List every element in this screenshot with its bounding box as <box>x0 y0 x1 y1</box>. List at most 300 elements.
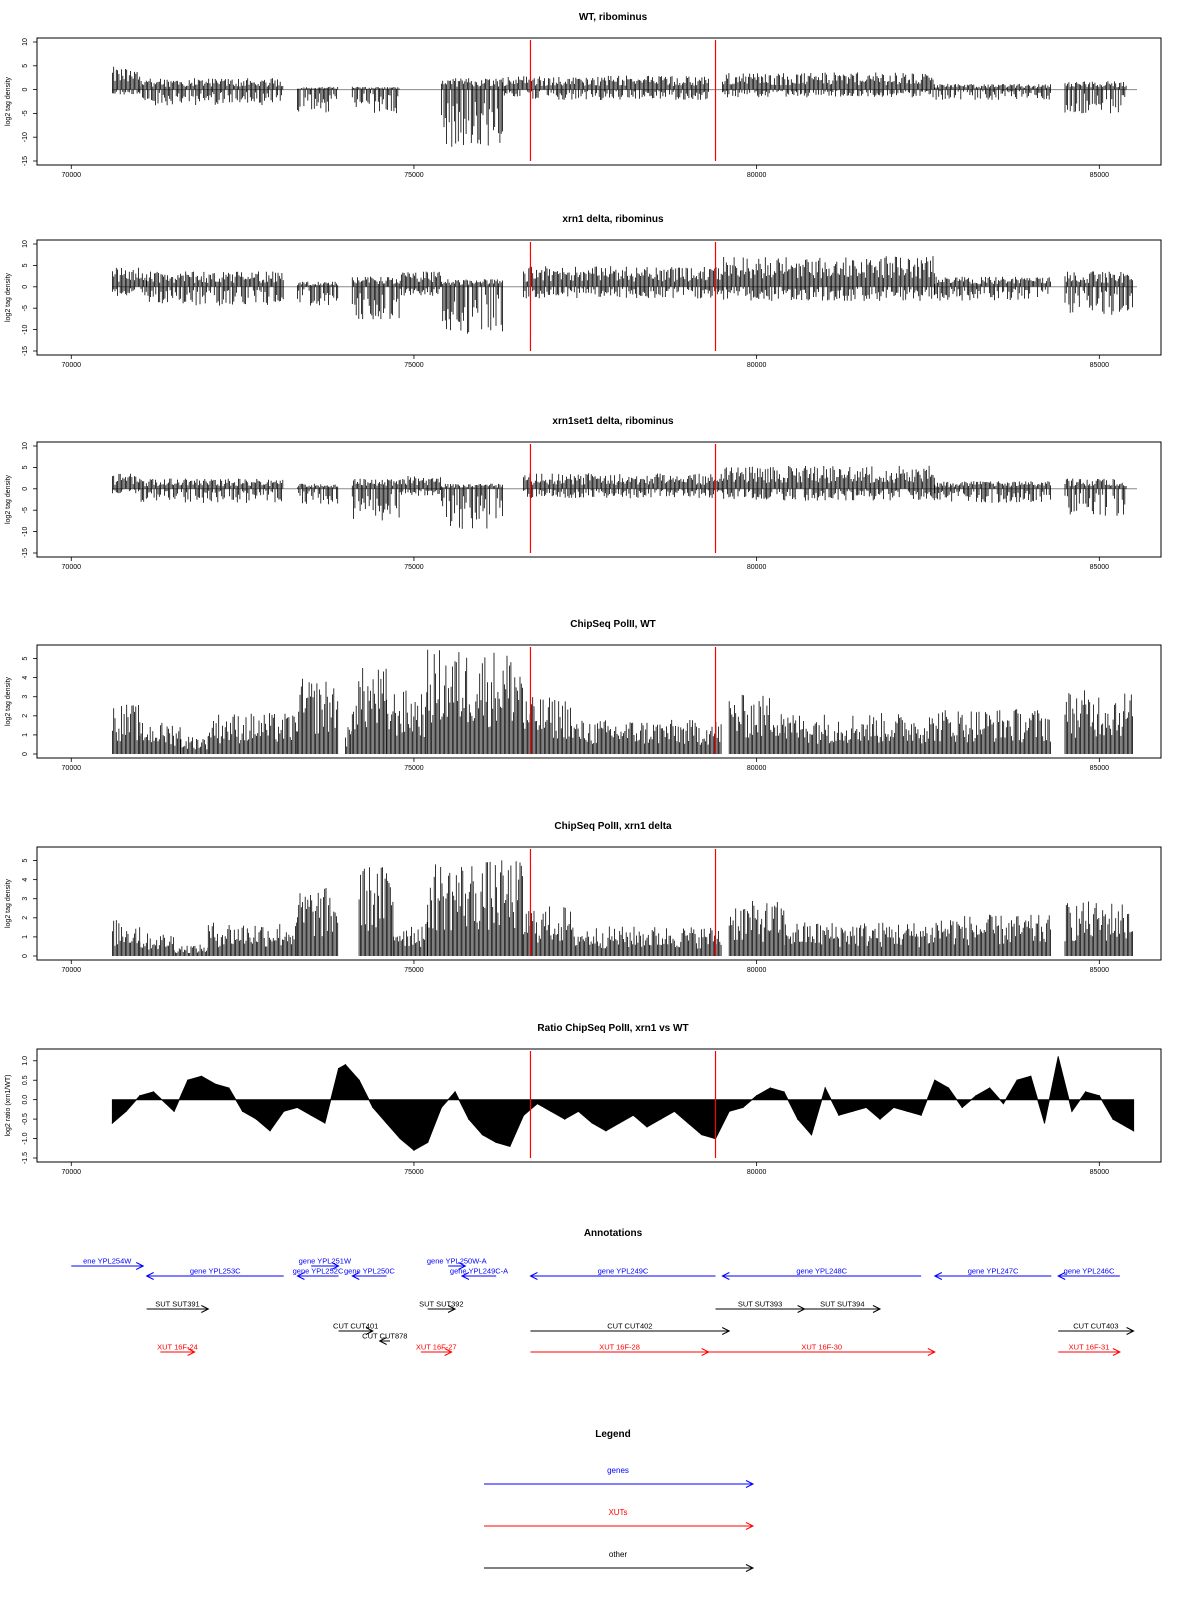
y-tick-label: 3 <box>22 694 29 699</box>
signal-bars <box>935 481 1051 503</box>
y-tick-label: -5 <box>22 110 29 117</box>
ratio-point <box>1126 1126 1127 1127</box>
ratio-point <box>948 1087 949 1088</box>
signal-bars <box>1065 690 1133 754</box>
ratio-point <box>386 1122 387 1123</box>
signal-segment <box>1065 81 1126 113</box>
legend-label: genes <box>607 1466 629 1475</box>
signal-segment <box>297 679 337 754</box>
signal-segment <box>112 268 146 296</box>
legend-label: XUTs <box>608 1508 628 1517</box>
signal-bars <box>352 277 399 320</box>
x-tick-label: 85000 <box>1089 564 1110 571</box>
ratio-point <box>1099 1095 1100 1096</box>
annotation-label: gene YPL246C <box>1063 1266 1115 1276</box>
y-tick-label: 2 <box>22 915 29 920</box>
x-tick-label: 70000 <box>61 172 82 179</box>
y-tick-label: 4 <box>22 675 29 680</box>
signal-bars <box>441 78 502 146</box>
signal-segment <box>359 867 393 956</box>
signal-segment <box>140 78 283 105</box>
x-tick-label: 75000 <box>404 362 424 369</box>
ratio-point <box>564 1119 565 1120</box>
annotation-arrow <box>293 1267 344 1280</box>
ratio-point <box>783 1091 784 1092</box>
ratio-point <box>496 1142 497 1143</box>
signal-segment <box>112 474 139 494</box>
ratio-point <box>509 1146 510 1147</box>
y-tick-label: -5 <box>22 507 29 514</box>
signal-bars <box>524 266 722 298</box>
x-tick-label: 80000 <box>746 172 767 179</box>
signal-bars <box>174 945 208 956</box>
annotation-label: gene YPL249C-A <box>449 1266 509 1276</box>
y-tick-label: 2 <box>22 713 29 718</box>
annotation-arrow <box>416 1343 457 1356</box>
ratio-point <box>269 1130 270 1131</box>
signal-bars <box>140 479 283 503</box>
ratio-point <box>153 1091 154 1092</box>
y-tick-label: 1.0 <box>22 1055 29 1066</box>
signal-bars <box>352 668 386 754</box>
panel-title: ChipSeq PolII, WT <box>570 619 656 630</box>
plot-frame <box>37 38 1161 165</box>
signal-bars <box>297 87 337 113</box>
y-tick-label: -15 <box>22 155 29 167</box>
annotation-label: CUT CUT878 <box>362 1331 408 1341</box>
annotation-label: CUT CUT401 <box>333 1321 379 1331</box>
signal-bars <box>503 76 708 100</box>
signal-bars <box>387 691 427 754</box>
signal-bars <box>441 279 502 333</box>
ratio-point <box>687 1122 688 1123</box>
signal-segment <box>441 78 502 146</box>
ratio-point <box>674 1111 675 1112</box>
signal-segment <box>572 927 722 957</box>
annotation-arrow <box>935 1267 1052 1280</box>
signal-bars <box>345 727 352 754</box>
ratio-point <box>1016 1080 1017 1081</box>
signal-bars <box>297 484 337 504</box>
ratio-point <box>592 1122 593 1123</box>
x-tick-label: 85000 <box>1089 172 1110 179</box>
signal-segment <box>1065 690 1133 754</box>
signal-bars <box>428 650 523 754</box>
annotation-label: gene YPL250C <box>344 1266 395 1276</box>
ratio-point <box>283 1111 284 1112</box>
annotations-title: Annotations <box>583 1228 643 1239</box>
y-tick-label: 0 <box>22 752 29 756</box>
annotation-arrows <box>71 1257 1133 1356</box>
signal-bars <box>729 695 784 754</box>
y-tick-label: -10 <box>22 132 29 143</box>
signal-segment <box>345 727 352 754</box>
ratio-point <box>297 1107 298 1108</box>
ratio-point <box>866 1107 867 1108</box>
ratio-point <box>454 1091 455 1092</box>
signal-segment <box>935 277 1051 301</box>
ratio-point <box>125 1111 126 1112</box>
signal-segment <box>441 279 502 333</box>
annotation-label: gene YPL250W-A <box>426 1256 487 1266</box>
panel-title: WT, ribominus <box>578 12 648 23</box>
annotation-label: SUT SUT392 <box>419 1299 464 1309</box>
signal-bars <box>784 713 934 754</box>
signal-segment <box>208 713 296 754</box>
x-tick-label: 85000 <box>1089 765 1110 772</box>
signal-bars <box>359 867 393 956</box>
signal-bars <box>140 722 180 754</box>
y-tick-label: 10 <box>22 38 29 46</box>
signal-segment <box>147 272 284 306</box>
track-panel-4 <box>5 619 1161 772</box>
ratio-point <box>825 1087 826 1088</box>
signal-segment <box>393 922 427 956</box>
signal-segment <box>140 479 283 503</box>
x-tick-label: 75000 <box>404 967 424 974</box>
ratio-point <box>1003 1103 1004 1104</box>
ratio-point <box>359 1080 360 1081</box>
ratio-point <box>893 1107 894 1108</box>
track-panels <box>5 12 1161 1176</box>
x-tick-label: 70000 <box>61 564 82 571</box>
ratio-point <box>729 1111 730 1112</box>
ratio-point <box>372 1107 373 1108</box>
annotation-arrow <box>450 1267 508 1280</box>
signal-bars <box>208 923 296 956</box>
signal-segment <box>112 67 139 95</box>
signal-segment <box>722 256 934 301</box>
x-tick-label: 80000 <box>746 1169 767 1176</box>
annotation-label: SUT SUT393 <box>737 1299 783 1309</box>
y-tick-label: -1.5 <box>22 1151 29 1165</box>
x-tick-label: 80000 <box>746 967 767 974</box>
ratio-point <box>537 1103 538 1104</box>
panel-title: ChipSeq PolII, xrn1 delta <box>554 821 672 832</box>
ratio-point <box>338 1068 339 1069</box>
signal-bars <box>400 476 440 496</box>
signal-bars <box>112 268 146 296</box>
y-tick-label: -0.5 <box>22 1113 29 1126</box>
signal-segment <box>441 484 502 529</box>
legend-title: Legend <box>595 1429 631 1440</box>
signal-bars <box>112 920 139 956</box>
annotation-arrow <box>709 1343 935 1356</box>
signal-bars <box>208 713 296 754</box>
y-tick-label: 4 <box>22 877 29 882</box>
x-tick-label: 75000 <box>404 172 424 179</box>
ratio-point <box>173 1111 174 1112</box>
track-panel-5 <box>5 821 1161 974</box>
y-tick-label: 0.5 <box>22 1075 29 1086</box>
ratio-point <box>523 1115 524 1116</box>
track-panel-1 <box>5 12 1161 179</box>
y-axis-label: log2 tag density <box>5 272 12 323</box>
ratio-point <box>879 1119 880 1120</box>
x-tick-label: 70000 <box>61 765 82 772</box>
ratio-point <box>633 1115 634 1116</box>
y-axis-label: log2 ratio (xrn1/WT) <box>5 1074 12 1137</box>
signal-bars <box>297 888 337 956</box>
ratio-point <box>756 1095 757 1096</box>
signal-bars <box>147 272 284 306</box>
y-tick-label: -10 <box>22 324 29 335</box>
ratio-point <box>482 1134 483 1135</box>
y-tick-label: 1 <box>22 934 29 939</box>
annotation-arrow <box>530 1267 715 1280</box>
ratio-point <box>1071 1111 1072 1112</box>
annotation-label: gene YPL252C <box>292 1266 344 1276</box>
y-tick-label: 1 <box>22 732 29 737</box>
annotation-label: CUT CUT402 <box>607 1321 653 1331</box>
x-tick-label: 85000 <box>1089 362 1110 369</box>
signal-bars <box>181 737 208 754</box>
annotation-label: gene YPL249C <box>597 1266 649 1276</box>
ratio-point <box>400 1138 401 1139</box>
x-tick-label: 80000 <box>746 564 767 571</box>
annotation-arrow <box>362 1332 407 1345</box>
ratio-point <box>112 1122 113 1123</box>
signal-bars <box>1065 81 1126 113</box>
ratio-point <box>1058 1056 1059 1057</box>
signal-bars <box>140 934 174 957</box>
panel-title: xrn1 delta, ribominus <box>562 214 664 225</box>
signal-segment <box>297 282 337 306</box>
annotation-label: gene YPL247C <box>967 1266 1019 1276</box>
ratio-point <box>427 1142 428 1143</box>
signal-segment <box>140 722 180 754</box>
panel-title: xrn1set1 delta, ribominus <box>552 416 674 427</box>
ratio-point <box>797 1119 798 1120</box>
annotation-arrow <box>716 1300 805 1313</box>
annotation-arrow <box>530 1322 729 1335</box>
x-tick-label: 75000 <box>404 564 424 571</box>
signal-segment <box>174 945 208 956</box>
legend-entry <box>484 1466 753 1488</box>
y-tick-label: -1.0 <box>22 1132 29 1145</box>
signal-bars <box>722 73 934 98</box>
y-tick-label: 10 <box>22 240 29 248</box>
annotation-label: SUT SUT394 <box>820 1299 865 1309</box>
x-tick-label: 75000 <box>404 765 424 772</box>
signal-segment <box>112 705 139 754</box>
signal-segment <box>1065 479 1126 516</box>
legend-entries <box>484 1466 753 1572</box>
signal-bars <box>572 927 722 957</box>
ratio-point <box>1112 1119 1113 1120</box>
ratio-point <box>1133 1130 1134 1131</box>
y-tick-label: 5 <box>22 263 29 268</box>
ratio-point <box>1085 1091 1086 1092</box>
signal-segment <box>140 934 174 957</box>
annotation-label: XUT 16F-30 <box>801 1342 843 1352</box>
annotation-arrow <box>530 1343 708 1356</box>
annotation-arrow <box>147 1300 209 1313</box>
signal-segment <box>572 720 722 754</box>
annotation-label: XUT 16F-31 <box>1068 1342 1110 1352</box>
signal-bars <box>722 466 934 501</box>
signal-segment <box>524 473 722 498</box>
y-tick-label: 0 <box>22 954 29 958</box>
y-tick-label: -15 <box>22 345 29 357</box>
signal-bars <box>722 256 934 301</box>
y-tick-label: -5 <box>22 305 29 312</box>
signal-segment <box>297 87 337 113</box>
y-tick-label: 10 <box>22 442 29 450</box>
signal-segment <box>1065 272 1133 315</box>
y-tick-label: 5 <box>22 465 29 470</box>
ratio-point <box>701 1134 702 1135</box>
ratio-point <box>345 1064 346 1065</box>
ratio-point <box>811 1134 812 1135</box>
signal-bars <box>1065 902 1133 957</box>
signal-bars <box>428 860 523 956</box>
x-tick-label: 80000 <box>746 362 767 369</box>
signal-segment <box>297 888 337 956</box>
ratio-point <box>215 1084 216 1085</box>
annotation-arrow <box>344 1267 395 1280</box>
ratio-point <box>311 1115 312 1116</box>
annotation-label: gene YPL251W <box>298 1256 352 1266</box>
signal-segment <box>935 915 1051 956</box>
y-tick-label: 0 <box>22 486 29 491</box>
annotation-label: XUT 16F-24 <box>157 1342 198 1352</box>
signal-segment <box>352 479 399 521</box>
y-tick-label: 5 <box>22 858 29 863</box>
ratio-point <box>578 1111 579 1112</box>
signal-segment <box>1065 902 1133 957</box>
x-tick-label: 70000 <box>61 967 82 974</box>
y-tick-label: 0 <box>22 87 29 92</box>
signal-segment <box>935 481 1051 503</box>
ratio-point <box>989 1087 990 1088</box>
ratio-point <box>256 1119 257 1120</box>
annotation-arrow <box>419 1300 463 1313</box>
y-tick-label: 5 <box>22 63 29 68</box>
signal-bars <box>297 679 337 754</box>
track-panel-3 <box>5 416 1161 571</box>
legend-entry <box>484 1508 753 1530</box>
annotation-label: XUT 16F-28 <box>599 1342 640 1352</box>
signal-bars <box>352 479 399 521</box>
annotation-arrow <box>71 1257 143 1270</box>
ratio-point <box>228 1087 229 1088</box>
signal-bars <box>935 277 1051 301</box>
plot-frame <box>37 240 1161 355</box>
ratio-point <box>852 1111 853 1112</box>
annotation-label: gene YPL248C <box>796 1266 848 1276</box>
signal-bars <box>112 705 139 754</box>
y-tick-label: 5 <box>22 656 29 661</box>
x-tick-label: 80000 <box>746 765 767 772</box>
track-panel-2 <box>5 214 1161 369</box>
annotation-arrow <box>157 1343 198 1356</box>
signal-bars <box>400 272 440 296</box>
signal-bars <box>393 922 427 956</box>
x-tick-label: 75000 <box>404 1169 424 1176</box>
signal-segment <box>784 713 934 754</box>
panel-title: Ratio ChipSeq PolII, xrn1 vs WT <box>537 1023 689 1034</box>
signal-segment <box>503 76 708 100</box>
y-axis-label: log2 tag density <box>5 474 12 525</box>
legend-label: other <box>608 1550 628 1559</box>
ratio-point <box>324 1122 325 1123</box>
signal-segment <box>428 650 523 754</box>
ratio-point <box>1030 1076 1031 1077</box>
y-tick-label: 0.0 <box>22 1094 29 1105</box>
ratio-point <box>934 1080 935 1081</box>
signal-segment <box>297 484 337 504</box>
ratio-point <box>1044 1122 1045 1123</box>
signal-bars <box>441 484 502 529</box>
signal-bars <box>935 709 1051 754</box>
annotation-arrow <box>722 1267 921 1280</box>
annotation-label: gene YPL253C <box>189 1266 241 1276</box>
ratio-point <box>838 1115 839 1116</box>
ratio-point <box>921 1115 922 1116</box>
annotation-arrow <box>1058 1322 1133 1335</box>
signal-bars <box>297 282 337 306</box>
annotation-label: CUT CUT403 <box>1073 1321 1119 1331</box>
y-axis-label: log2 tag density <box>5 676 12 727</box>
annotation-label: SUT SUT391 <box>155 1299 200 1309</box>
ratio-point <box>907 1111 908 1112</box>
signal-bars <box>140 78 283 105</box>
signal-segment <box>729 695 784 754</box>
signal-bars <box>935 915 1051 956</box>
x-tick-label: 70000 <box>61 1169 82 1176</box>
annotation-arrow <box>1058 1267 1120 1280</box>
ratio-point <box>742 1107 743 1108</box>
ratio-point <box>619 1122 620 1123</box>
legend-entry <box>484 1550 753 1572</box>
ratio-point <box>660 1119 661 1120</box>
y-tick-label: 0 <box>22 284 29 289</box>
signal-segment <box>352 87 399 113</box>
signal-segment <box>935 84 1051 100</box>
annotation-arrow <box>1058 1343 1120 1356</box>
signal-segment <box>181 737 208 754</box>
signal-segment <box>428 860 523 956</box>
ratio-point <box>550 1111 551 1112</box>
signal-segment <box>208 923 296 956</box>
y-tick-label: -15 <box>22 547 29 559</box>
signal-bars <box>112 67 139 95</box>
ratio-point <box>201 1076 202 1077</box>
annotation-arrow <box>147 1267 284 1280</box>
signal-segment <box>935 709 1051 754</box>
signal-segment <box>112 920 139 956</box>
x-tick-label: 70000 <box>61 362 82 369</box>
ratio-point <box>441 1107 442 1108</box>
signal-bars <box>572 720 722 754</box>
signal-bars <box>729 901 784 956</box>
signal-segment <box>784 923 934 957</box>
signal-bars <box>1065 479 1126 516</box>
signal-bars <box>524 473 722 498</box>
y-tick-label: -10 <box>22 526 29 537</box>
ratio-point <box>770 1087 771 1088</box>
signal-segment <box>400 272 440 296</box>
signal-segment <box>524 266 722 298</box>
signal-bars <box>112 474 139 494</box>
signal-segment <box>352 277 399 320</box>
annotation-arrow <box>805 1300 880 1313</box>
signal-segment <box>729 901 784 956</box>
y-axis-label: log2 tag density <box>5 878 12 929</box>
signal-segment <box>352 668 386 754</box>
signal-bars <box>1065 272 1133 315</box>
